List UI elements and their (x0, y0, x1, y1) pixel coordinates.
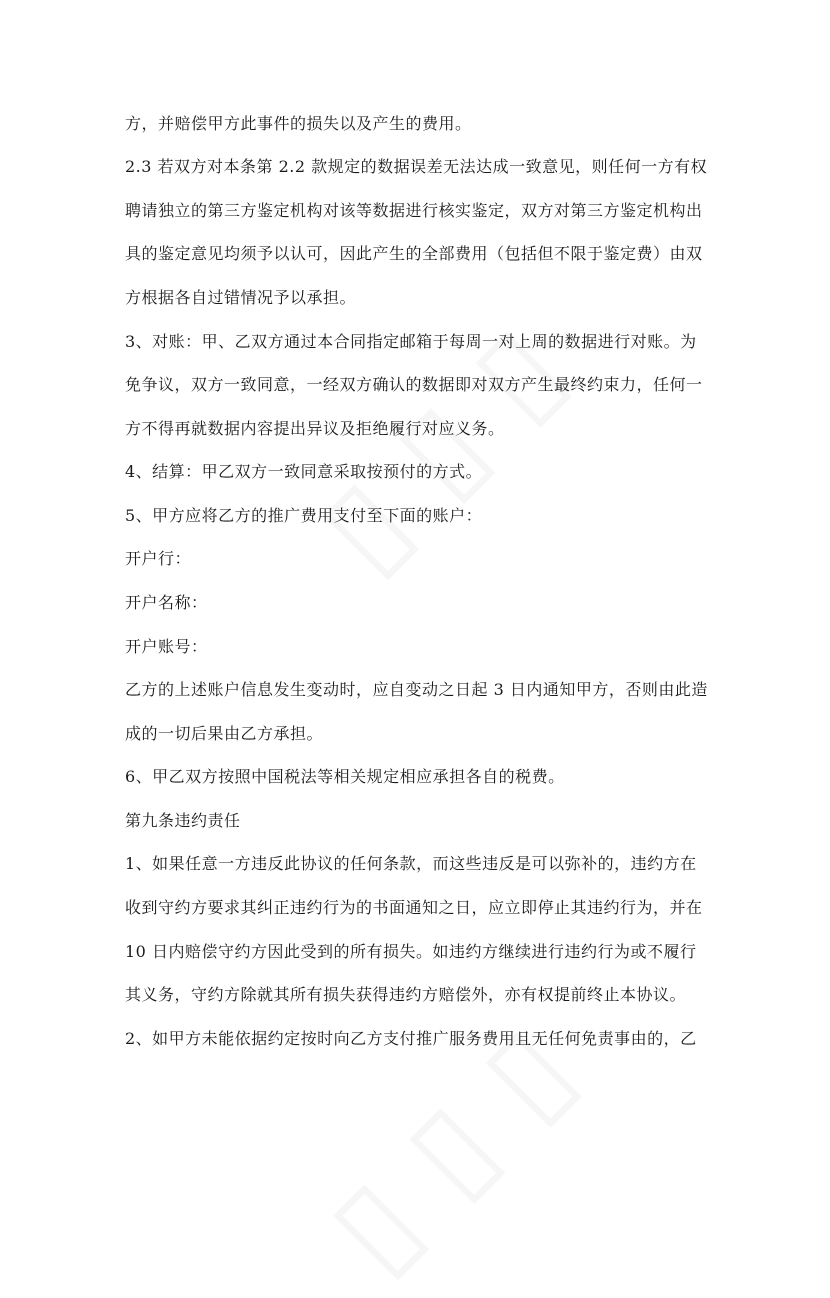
text-line-21: 其义务，守约方除就其所有损失获得违约方赔偿外，亦有权提前终止本协议。 (125, 985, 687, 1004)
text-line-3: 聘请独立的第三方鉴定机构对该等数据进行核实鉴定，双方对第三方鉴定机构出 (125, 201, 703, 220)
text-line-13: 开户账号： (125, 637, 208, 656)
text-line-15: 成的一切后果由乙方承担。 (125, 724, 324, 743)
text-line-22: 2、如甲方未能依据约定按时向乙方支付推广服务费用且无任何免责事由的，乙 (125, 1029, 697, 1048)
text-line-1: 方，并赔偿甲方此事件的损失以及产生的费用。 (125, 114, 472, 133)
text-line-5: 方根据各自过错情况予以承担。 (125, 288, 357, 307)
text-line-16: 6、甲乙双方按照中国税法等相关规定相应承担各自的税费。 (125, 767, 565, 786)
text-line-7: 免争议，双方一致同意，一经双方确认的数据即对双方产生最终约束力，任何一 (125, 375, 703, 394)
text-line-10: 5、甲方应将乙方的推广费用支付至下面的账户： (125, 506, 483, 525)
section-heading: 第九条违约责任 (125, 811, 241, 830)
text-line-11: 开户行： (125, 549, 192, 568)
text-line-4: 具的鉴定意见均须予以认可，因此产生的全部费用（包括但不限于鉴定费）由双 (125, 244, 703, 263)
text-line-2: 2.3 若双方对本条第 2.2 款规定的数据误差无法达成一致意见，则任何一方有权 (125, 157, 708, 176)
text-line-20: 10 日内赔偿守约方因此受到的所有损失。如违约方继续进行违约行为或不履行 (125, 942, 697, 961)
text-line-9: 4、结算：甲乙双方一致同意采取按预付的方式。 (125, 462, 483, 481)
text-line-14: 乙方的上述账户信息发生变动时，应自变动之日起 3 日内通知甲方，否则由此造 (125, 680, 708, 699)
text-line-18: 1、如果任意一方违反此协议的任何条款，而这些违反是可以弥补的，违约方在 (125, 854, 697, 873)
text-line-12: 开户名称： (125, 593, 208, 612)
text-line-19: 收到守约方要求其纠正违约行为的书面通知之日，应立即停止其违约行为，并在 (125, 898, 703, 917)
text-line-8: 方不得再就数据内容提出异议及拒绝履行对应义务。 (125, 419, 505, 438)
text-line-6: 3、对账：甲、乙双方通过本合同指定邮箱于每周一对上周的数据进行对账。为 (125, 332, 697, 351)
